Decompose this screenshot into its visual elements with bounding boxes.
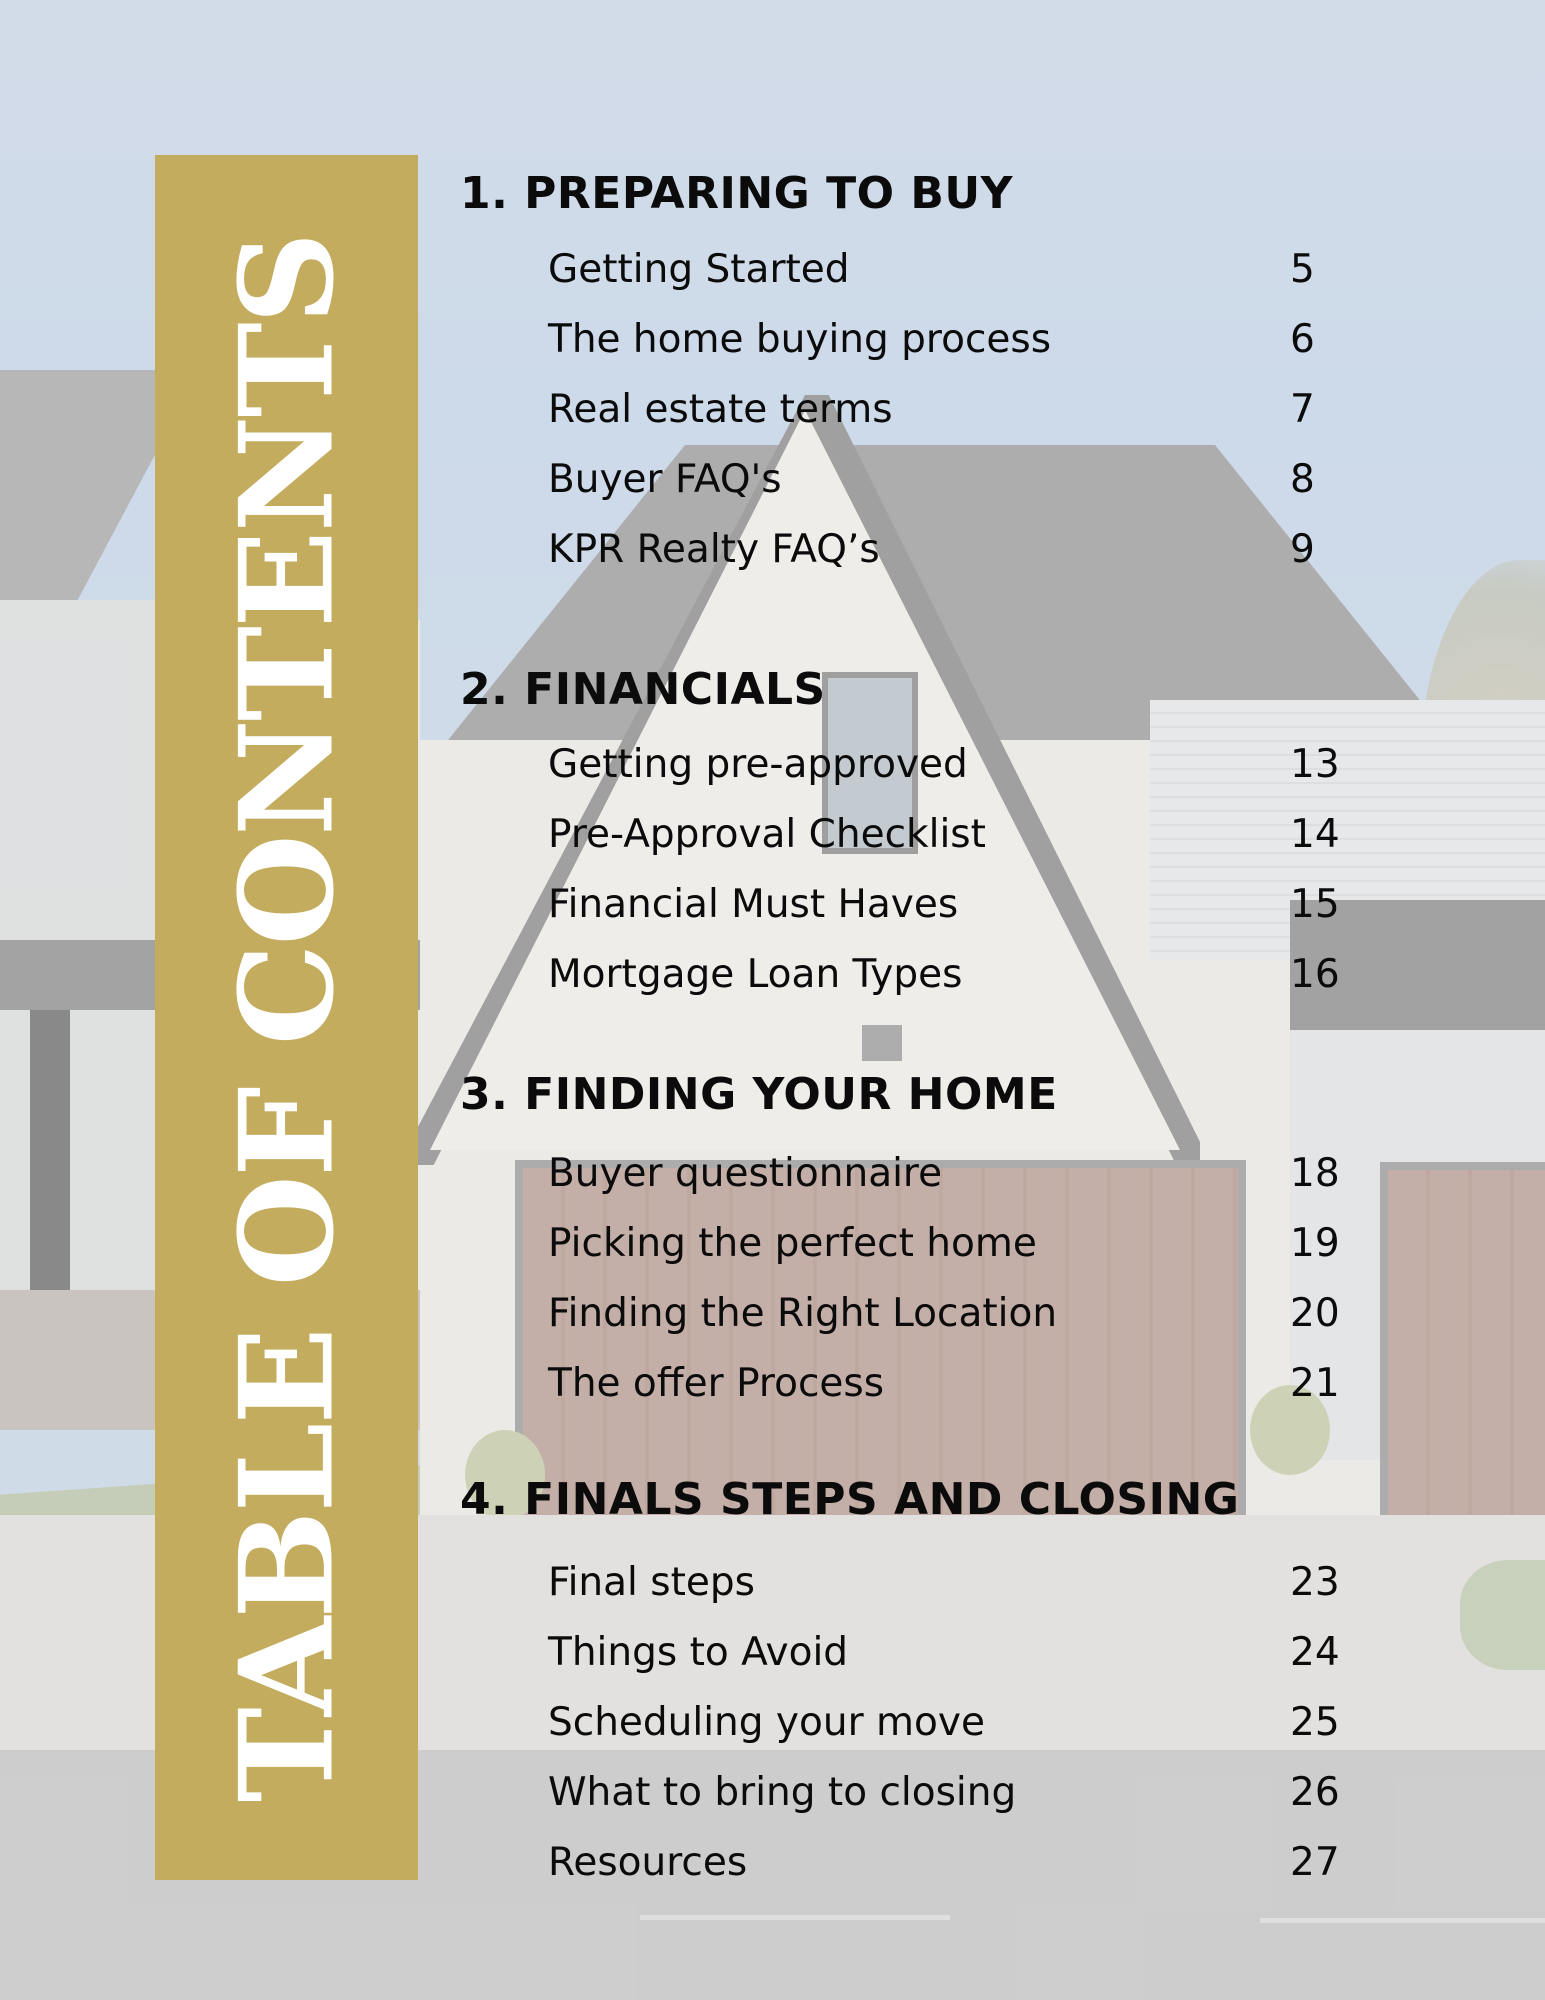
- entry-label: Getting Started: [548, 246, 850, 292]
- toc-entry[interactable]: [460, 1547, 1360, 1617]
- entry-label: Things to Avoid: [548, 1629, 849, 1675]
- entry-page-number: 18: [1290, 1150, 1340, 1196]
- section-heading: 4. FINALS STEPS AND CLOSING: [460, 1474, 1240, 1525]
- entry-label: What to bring to closing: [548, 1769, 1017, 1815]
- toc-entry[interactable]: [460, 514, 1360, 584]
- toc-section-financials: [460, 664, 1360, 1009]
- entry-label: Mortgage Loan Types: [548, 951, 963, 997]
- section-heading: 2. FINANCIALS: [460, 664, 826, 715]
- entry-label: KPR Realty FAQ’s: [548, 526, 880, 572]
- entry-page-number: 20: [1290, 1290, 1340, 1336]
- toc-entry[interactable]: [460, 1687, 1360, 1757]
- page-title: TABLE OF CONTENTS: [211, 233, 362, 1802]
- entry-page-number: 7: [1290, 386, 1315, 432]
- entry-list: [460, 1547, 1360, 1897]
- entry-label: Finding the Right Location: [548, 1290, 1058, 1336]
- toc-section-final-steps-and-closing: [460, 1474, 1360, 1897]
- entry-label: Financial Must Haves: [548, 881, 959, 927]
- toc-entry[interactable]: [460, 1757, 1360, 1827]
- entry-label: Scheduling your move: [548, 1699, 985, 1745]
- toc-entry[interactable]: [460, 374, 1360, 444]
- toc-entry[interactable]: [460, 304, 1360, 374]
- entry-label: Pre-Approval Checklist: [548, 811, 986, 857]
- toc-entry[interactable]: [460, 444, 1360, 514]
- entry-label: The offer Process: [548, 1360, 885, 1406]
- entry-page-number: 26: [1290, 1769, 1340, 1815]
- entry-list: [460, 1138, 1360, 1418]
- entry-page-number: 6: [1290, 316, 1315, 362]
- entry-label: Real estate terms: [548, 386, 893, 432]
- section-heading: 1. PREPARING TO BUY: [460, 168, 1013, 219]
- toc-entry[interactable]: [460, 1208, 1360, 1278]
- entry-label: Buyer FAQ's: [548, 456, 782, 502]
- toc-entry[interactable]: [460, 1138, 1360, 1208]
- entry-list: [460, 729, 1360, 1009]
- entry-list: [460, 234, 1360, 584]
- title-banner: [155, 155, 418, 1880]
- entry-label: Resources: [548, 1839, 748, 1885]
- entry-label: Picking the perfect home: [548, 1220, 1037, 1266]
- entry-page-number: 14: [1290, 811, 1340, 857]
- toc-entry[interactable]: [460, 1348, 1360, 1418]
- toc-entry[interactable]: [460, 729, 1360, 799]
- entry-page-number: 25: [1290, 1699, 1340, 1745]
- toc-entry[interactable]: [460, 1278, 1360, 1348]
- toc-section-finding-your-home: [460, 1069, 1360, 1418]
- entry-page-number: 21: [1290, 1360, 1340, 1406]
- toc-entry[interactable]: [460, 939, 1360, 1009]
- entry-label: Buyer questionnaire: [548, 1150, 943, 1196]
- entry-page-number: 13: [1290, 741, 1340, 787]
- toc-entry[interactable]: [460, 869, 1360, 939]
- toc-entry[interactable]: [460, 1827, 1360, 1897]
- entry-page-number: 16: [1290, 951, 1340, 997]
- entry-page-number: 24: [1290, 1629, 1340, 1675]
- entry-page-number: 19: [1290, 1220, 1340, 1266]
- toc-entry[interactable]: [460, 1617, 1360, 1687]
- entry-page-number: 5: [1290, 246, 1315, 292]
- entry-label: The home buying process: [548, 316, 1052, 362]
- toc-entry[interactable]: [460, 799, 1360, 869]
- entry-page-number: 8: [1290, 456, 1315, 502]
- section-heading: 3. FINDING YOUR HOME: [460, 1069, 1058, 1120]
- entry-page-number: 9: [1290, 526, 1315, 572]
- toc-section-preparing-to-buy: [460, 168, 1360, 584]
- entry-label: Getting pre-approved: [548, 741, 968, 787]
- entry-page-number: 23: [1290, 1559, 1340, 1605]
- toc-entry[interactable]: [460, 234, 1360, 304]
- entry-page-number: 15: [1290, 881, 1340, 927]
- entry-page-number: 27: [1290, 1839, 1340, 1885]
- entry-label: Final steps: [548, 1559, 755, 1605]
